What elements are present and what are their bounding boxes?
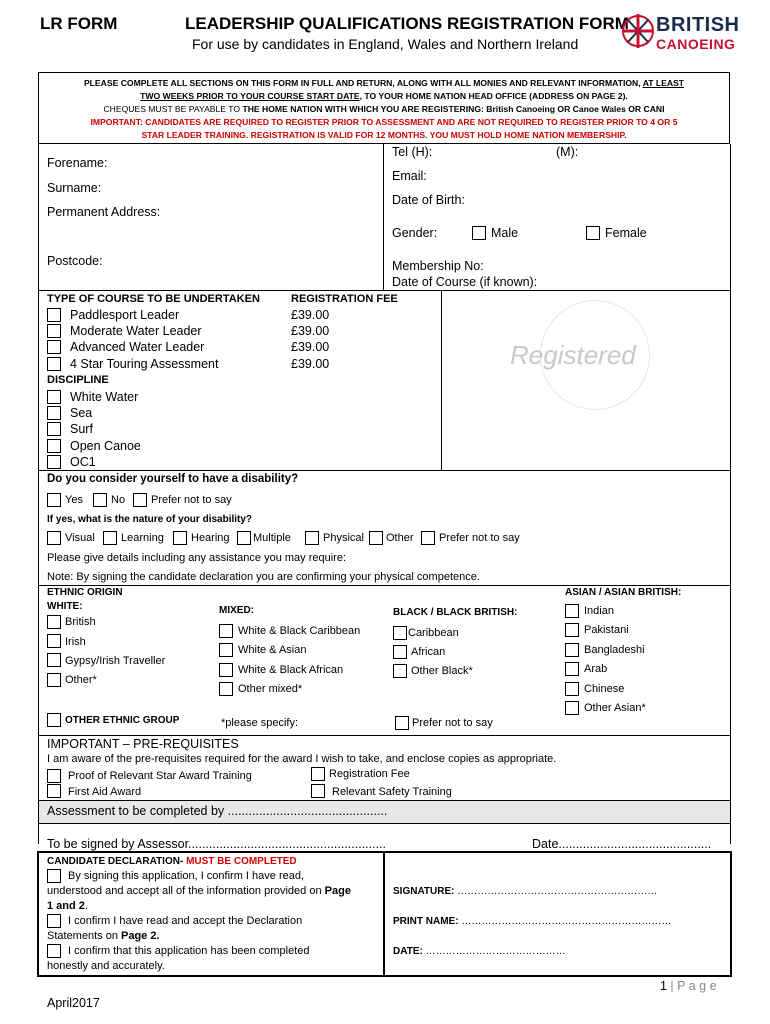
ethnic-arab-label: Arab	[584, 663, 608, 675]
gender-male-checkbox[interactable]	[472, 226, 486, 240]
disability-hearing-checkbox[interactable]	[173, 531, 187, 545]
ethnic-caribbean-label: Caribbean	[408, 627, 459, 639]
discipline-label-surf: Surf	[70, 422, 93, 436]
ethnic-mixed-heading: MIXED:	[219, 605, 254, 616]
signature-dots: ……………………………………………………	[457, 886, 658, 897]
ethnic-wba-checkbox[interactable]	[219, 663, 233, 677]
email-label: Email:	[392, 169, 427, 183]
logo-text-canoeing: CANOEING	[656, 36, 736, 52]
ethnic-white-other-label: Other*	[65, 674, 97, 686]
prereq-text: I am aware of the pre-requisites required for the award I wish to take, and enclose copies as appropriate.	[47, 753, 557, 765]
ethnic-chinese-label: Chinese	[584, 683, 625, 695]
ethnic-british-checkbox[interactable]	[47, 615, 61, 629]
disability-multiple-checkbox[interactable]	[237, 531, 251, 545]
ethnic-wa-checkbox[interactable]	[219, 643, 233, 657]
ethnic-arab-checkbox[interactable]	[565, 662, 579, 676]
disability-nature-prefer-label: Prefer not to say	[439, 532, 520, 544]
prereq-safety-checkbox[interactable]	[311, 784, 325, 798]
signature-label: SIGNATURE:	[393, 886, 455, 897]
disability-other-label: Other	[386, 532, 414, 544]
ethnic-asian-other-label: Other Asian*	[584, 702, 646, 714]
course-checkbox-paddlesport[interactable]	[47, 308, 61, 322]
ethnic-indian-label: Indian	[584, 605, 614, 617]
print-name-field[interactable]	[393, 916, 671, 927]
form-code: LR FORM	[40, 14, 118, 33]
ethnic-prefer-label: Prefer not to say	[412, 717, 493, 729]
course-checkbox-4star[interactable]	[47, 357, 61, 371]
course-divider	[441, 290, 442, 470]
discipline-label-oc1: OC1	[70, 455, 96, 469]
declaration-3-line-2: honestly and accurately.	[47, 960, 165, 972]
disability-no-label: No	[111, 494, 126, 506]
course-checkbox-advanced[interactable]	[47, 340, 61, 354]
registered-stamp: Registered	[510, 340, 636, 370]
ethnic-asian-heading: ASIAN / ASIAN BRITISH:	[565, 587, 682, 598]
notice-important-line-2: STAR LEADER TRAINING. REGISTRATION IS VALID FOR 12 MONTHS. YOU MUST HOLD HOME NATION MEMBERSHIP.	[141, 130, 627, 140]
disability-details-label: Please give details including any assistance you may require:	[47, 552, 346, 564]
print-name-label: PRINT NAME:	[393, 916, 459, 927]
declaration-checkbox-2[interactable]	[47, 914, 61, 928]
declaration-checkbox-1[interactable]	[47, 869, 61, 883]
disability-other-checkbox[interactable]	[369, 531, 383, 545]
gender-label: Gender:	[392, 226, 438, 240]
disability-prefer-checkbox[interactable]	[133, 493, 147, 507]
ethnic-prefer-checkbox[interactable]	[395, 716, 409, 730]
declaration-1-page: Page	[324, 885, 351, 897]
gender-female-label: Female	[605, 226, 647, 240]
disability-prefer-label: Prefer not to say	[151, 494, 232, 506]
discipline-label-sea: Sea	[70, 406, 93, 420]
form-title: LEADERSHIP QUALIFICATIONS REGISTRATION FORM	[185, 14, 629, 33]
declaration-checkbox-3[interactable]	[47, 944, 61, 958]
section-divider-2	[38, 470, 730, 471]
gender-male-label: Male	[491, 226, 519, 240]
page-word: P a g e	[677, 979, 717, 993]
declaration-1-line-3	[47, 900, 88, 912]
disability-yes-label: Yes	[65, 494, 83, 506]
ethnic-wba-label: White & Black African	[238, 664, 344, 676]
ethnic-specify-label: *please specify:	[221, 717, 299, 729]
british-canoeing-logo-icon	[620, 8, 656, 54]
course-label-moderate: Moderate Water Leader	[70, 324, 202, 338]
declaration-date-field[interactable]	[393, 946, 566, 957]
ethnic-black-other-label: Other Black*	[411, 665, 473, 677]
ethnic-pakistani-label: Pakistani	[584, 624, 629, 636]
logo-text-british: BRITISH	[656, 14, 740, 36]
ethnic-black-heading: BLACK / BLACK BRITISH:	[393, 607, 518, 618]
discipline-checkbox-oc1[interactable]	[47, 455, 61, 469]
ethnic-african-checkbox[interactable]	[393, 645, 407, 659]
postcode-label: Postcode:	[47, 254, 103, 268]
section-divider-1	[38, 290, 730, 291]
disability-yes-checkbox[interactable]	[47, 493, 61, 507]
discipline-label-open-canoe: Open Canoe	[70, 439, 141, 453]
prereq-first-aid-checkbox[interactable]	[47, 784, 61, 798]
declaration-2-page: Page 2.	[121, 930, 160, 942]
ethnic-irish-checkbox[interactable]	[47, 634, 61, 648]
ethnic-mixed-other-label: Other mixed*	[238, 683, 303, 695]
ethnic-mixed-other-checkbox[interactable]	[219, 682, 233, 696]
membership-label: Membership No:	[392, 259, 484, 273]
disability-hearing-label: Hearing	[191, 532, 230, 544]
declaration-divider	[383, 853, 385, 975]
personal-divider	[383, 144, 384, 290]
disability-physical-checkbox[interactable]	[305, 531, 319, 545]
prereq-heading: IMPORTANT – PRE-REQUISITES	[47, 737, 239, 751]
ethnic-other-group-checkbox[interactable]	[47, 713, 61, 727]
print-name-dots: ………………………………………………………	[461, 916, 672, 927]
disability-visual-checkbox[interactable]	[47, 531, 61, 545]
forename-label: Forename:	[47, 156, 108, 170]
surname-label: Surname:	[47, 181, 102, 195]
right-border	[730, 144, 731, 844]
assessor-date-line: Date............................................	[532, 837, 712, 851]
section-divider-4	[38, 735, 730, 736]
notice-line-3-bold: THE HOME NATION WITH WHICH YOU ARE REGISTERING: British Canoeing OR Canoe Wales OR CANI	[242, 104, 665, 114]
declaration-1-pages: 1 and 2	[47, 900, 85, 912]
disability-nature-question: If yes, what is the nature of your disability?	[47, 514, 253, 525]
ethnic-indian-checkbox[interactable]	[565, 604, 579, 618]
physical-competence-note: Note: By signing the candidate declaration you are confirming your physical competence.	[47, 571, 480, 583]
discipline-heading: DISCIPLINE	[47, 374, 109, 386]
address-label: Permanent Address:	[47, 205, 161, 219]
discipline-checkbox-sea[interactable]	[47, 406, 61, 420]
tel-home-label: Tel (H):	[392, 145, 433, 159]
tel-mobile-label: (M):	[556, 145, 579, 159]
declaration-3-line-1: I confirm that this application has been completed	[68, 945, 310, 957]
ethnic-asian-other-checkbox[interactable]	[565, 701, 579, 715]
form-subtitle: For use by candidates in England, Wales and Northern Ireland	[192, 36, 579, 52]
course-fee-advanced: £39.00	[291, 340, 330, 354]
disability-physical-label: Physical	[323, 532, 364, 544]
declaration-2-text: Statements on	[47, 930, 121, 942]
left-border	[38, 144, 39, 844]
ethnic-origin-heading: ETHNIC ORIGIN	[47, 587, 123, 598]
declaration-1-line-1: By signing this application, I confirm I have read,	[68, 870, 305, 882]
declaration-heading-text: CANDIDATE DECLARATION-	[47, 856, 187, 867]
disability-multiple-label: Multiple	[253, 532, 291, 544]
prereq-safety-label: Relevant Safety Training	[332, 786, 452, 798]
assessor-signature-line: To be signed by Assessor.........................................................	[47, 837, 387, 851]
prereq-star-award-label: Proof of Relevant Star Award Training	[68, 770, 252, 782]
course-fee-moderate: £39.00	[291, 324, 330, 338]
signature-field[interactable]	[393, 886, 657, 897]
page-number	[660, 979, 717, 993]
notice-line-1-underlined: AT LEAST	[642, 78, 685, 88]
ethnic-wbc-checkbox[interactable]	[219, 624, 233, 638]
course-heading: TYPE OF COURSE TO BE UNDERTAKEN	[47, 293, 260, 305]
notice-line-1: PLEASE COMPLETE ALL SECTIONS ON THIS FORM IN FULL AND RETURN, ALONG WITH ALL MONIES AND RELEVANT INFORMATION,	[83, 78, 643, 88]
disability-learning-checkbox[interactable]	[103, 531, 117, 545]
course-fee-4star: £39.00	[291, 357, 330, 371]
ethnic-british-label: British	[65, 616, 96, 628]
course-label-advanced: Advanced Water Leader	[70, 340, 205, 354]
section-divider-6	[38, 823, 730, 824]
declaration-date-label: DATE:	[393, 946, 423, 957]
discipline-label-white-water: White Water	[70, 390, 139, 404]
ethnic-white-heading: WHITE:	[47, 601, 83, 612]
dob-label: Date of Birth:	[392, 193, 465, 207]
disability-question: Do you consider yourself to have a disability?	[47, 473, 299, 485]
section-divider-3	[38, 585, 730, 586]
declaration-1-period: .	[84, 900, 88, 912]
ethnic-caribbean-checkbox[interactable]	[393, 626, 407, 640]
disability-nature-prefer-checkbox[interactable]	[421, 531, 435, 545]
ethnic-gypsy-checkbox[interactable]	[47, 653, 61, 667]
discipline-checkbox-open-canoe[interactable]	[47, 439, 61, 453]
prereq-fee-checkbox[interactable]	[311, 767, 325, 781]
ethnic-wbc-label: White & Black Caribbean	[238, 625, 361, 637]
course-label-paddlesport: Paddlesport Leader	[70, 308, 180, 322]
notice-line-3: CHEQUES MUST BE PAYABLE TO	[103, 104, 243, 114]
notice-line-2-underlined: TWO WEEKS PRIOR TO YOUR COURSE START DATE	[140, 91, 360, 101]
ethnic-white-other-checkbox[interactable]	[47, 673, 61, 687]
declaration-1-line-2	[47, 885, 351, 897]
ethnic-black-other-checkbox[interactable]	[393, 664, 407, 678]
discipline-checkbox-white-water[interactable]	[47, 390, 61, 404]
discipline-checkbox-surf[interactable]	[47, 422, 61, 436]
course-checkbox-moderate[interactable]	[47, 324, 61, 338]
ethnic-bangladeshi-checkbox[interactable]	[565, 643, 579, 657]
fee-heading: REGISTRATION FEE	[291, 293, 398, 305]
declaration-heading	[47, 856, 297, 867]
disability-learning-label: Learning	[121, 532, 164, 544]
gender-female-checkbox[interactable]	[586, 226, 600, 240]
ethnic-other-group-label: OTHER ETHNIC GROUP	[65, 715, 180, 726]
declaration-date-dots: ……………………………………	[425, 946, 566, 957]
course-fee-paddlesport: £39.00	[291, 308, 330, 322]
course-date-label: Date of Course (if known):	[392, 275, 538, 289]
ethnic-bangladeshi-label: Bangladeshi	[584, 644, 645, 656]
notice-important-line-1: IMPORTANT: CANDIDATES ARE REQUIRED TO REGISTER PRIOR TO ASSESSMENT AND ARE NOT REQUIRED TO REGISTER PRIOR TO 4 OR 5	[90, 117, 678, 127]
page-separator: |	[666, 979, 678, 993]
instructions-notice	[38, 72, 730, 144]
footer-date: April2017	[47, 996, 100, 1010]
prereq-first-aid-label: First Aid Award	[68, 786, 142, 798]
page-number-value: 1	[660, 979, 667, 993]
ethnic-pakistani-checkbox[interactable]	[565, 623, 579, 637]
declaration-1-text: understood and accept all of the information provided on	[47, 885, 325, 897]
declaration-must: MUST BE COMPLETED	[186, 856, 297, 867]
prereq-fee-label: Registration Fee	[329, 768, 410, 780]
ethnic-wa-label: White & Asian	[238, 644, 307, 656]
declaration-2-line-1: I confirm I have read and accept the Declaration	[68, 915, 303, 927]
disability-visual-label: Visual	[65, 532, 95, 544]
assessment-completed-by: Assessment to be completed by ..............................................	[47, 804, 388, 818]
declaration-2-line-2	[47, 930, 160, 942]
disability-no-checkbox[interactable]	[93, 493, 107, 507]
course-label-4star: 4 Star Touring Assessment	[70, 357, 219, 371]
ethnic-gypsy-label: Gypsy/Irish Traveller	[65, 655, 166, 667]
ethnic-african-label: African	[411, 646, 446, 658]
ethnic-irish-label: Irish	[65, 636, 86, 648]
notice-line-2: , TO YOUR HOME NATION HEAD OFFICE (ADDRESS ON PAGE 2).	[359, 91, 628, 101]
prereq-star-award-checkbox[interactable]	[47, 769, 61, 783]
ethnic-chinese-checkbox[interactable]	[565, 682, 579, 696]
